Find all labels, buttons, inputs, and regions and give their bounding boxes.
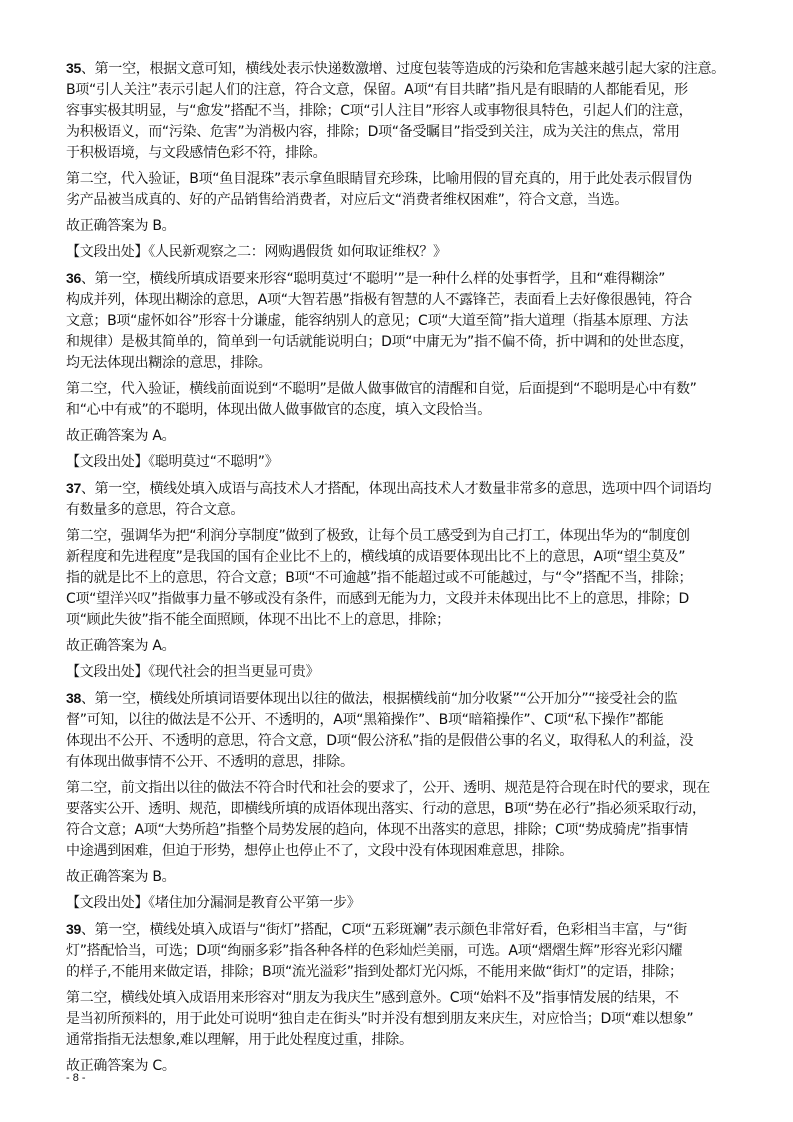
paragraph [66, 1056, 736, 1077]
paragraph [66, 169, 736, 211]
text-line: 有体现出做事情不公开、不透明的意思，排除。 [66, 754, 354, 770]
question-first-line [66, 478, 736, 500]
text-line: 是当初所预料的，用于此处可说明“独自走在街头”时并没有想到朋友来庆生，对应恰当；D项“难以想象” [66, 1011, 694, 1027]
paragraph [66, 988, 736, 1051]
text-line: 为积极语义，而“污染、危害”为消极内容，排除；D项“备受瞩目”指受到关注，成为关注的焦点，常用 [66, 124, 680, 140]
paragraph [66, 867, 736, 888]
paragraph [66, 58, 736, 164]
text-line: 【文段出处】《现代社会的担当更显可贵》 [66, 664, 320, 680]
text-line: 、第一空，横线处所填词语要体现出以往的做法，根据横线前“加分收紧”“公开加分”“接受社会的监 [80, 691, 678, 707]
text-line: 构成并列，体现出糊涂的意思，A项“大智若愚”指极有智慧的人不露锋芒，表面看上去好像很愚钝，符合 [66, 292, 692, 308]
text-line: 要落实公开、透明、规范，即横线所填的成语体现出落实、行动的意思，B项“势在必行”指必须采取行动， [66, 801, 706, 817]
question-number: 36 [66, 270, 81, 286]
question-number: 38 [66, 690, 81, 706]
text-line: 第二空，代入验证，横线前面说到“不聪明”是做人做事做官的清醒和自觉，后面提到“不聪明是心中有数” [66, 381, 697, 397]
answer-section-35 [66, 58, 736, 263]
text-line: 、第一空，横线所填成语要来形容“聪明莫过‘不聪明’”是一种什么样的处事哲学，且和“难得糊涂” [80, 271, 666, 287]
text-line: 第二空，强调华为把“利润分享制度”做到了极致，让每个员工感受到为自己打工，体现出华为的“制度创 [66, 528, 690, 544]
text-line: 灯”搭配恰当，可选；D项“绚丽多彩”指各种各样的色彩灿烂美丽，可选。A项“熠熠生辉”形容光彩闪耀 [66, 943, 683, 959]
text-line: 【文段出处】《堵住加分漏洞是教育公平第一步》 [66, 895, 361, 911]
question-first-line [66, 58, 736, 80]
question-first-line [66, 919, 736, 941]
text-line: 的样子,不能用来做定语，排除；B项“流光溢彩”指到处都灯光闪烁，不能用来做“街灯”的定语，排除； [66, 964, 683, 980]
paragraph [66, 526, 736, 631]
text-line: 和规律）是极其简单的，简单到一句话就能说明白；D项“中庸无为”指不偏不倚，折中调和的处世态度， [66, 334, 694, 350]
text-line: 故正确答案为 B。 [66, 218, 176, 234]
text-line: 容事实极其明显，与“愈发”搭配不当，排除；C项“引人注目”形容人或事物很具特色，引起人们的注意， [66, 103, 693, 119]
text-line: 故正确答案为 A。 [66, 638, 176, 654]
text-line: 通常指指无法想象,难以理解，用于此处程度过重，排除。 [66, 1032, 413, 1048]
text-line: 【文段出处】《聪明莫过“不聪明”》 [66, 454, 279, 470]
question-number: 35 [66, 60, 81, 76]
paragraph [66, 452, 736, 473]
text-line: 督”可知，以往的做法是不公开、不透明的，A项“黑箱操作”、B项“暗箱操作”、C项“私下操作”都能 [66, 712, 664, 728]
text-line: 指的就是比不上的意思，符合文意；B项“不可逾越”指不能超过或不可能越过，与“令”搭配不当，排除； [66, 570, 693, 586]
text-line: 第二空，代入验证，B项“鱼目混珠”表示拿鱼眼睛冒充珍珠，比喻用假的冒充真的，用于此处表示假冒伪 [66, 171, 693, 187]
text-line: 、第一空，根据文意可知，横线处表示快递数激增、过度包装等造成的污染和危害越来越引起大家的注意。 [80, 61, 725, 77]
text-line: 文意；B项“虚怀如谷”形容十分谦虚，能容纳别人的意见；C项“大道至简”指大道理（指基本原理、方法 [66, 313, 688, 329]
text-line: 中途遇到困难，但迫于形势，想停止也停止不了，文段中没有体现困难意思，排除。 [66, 843, 573, 859]
paragraph [66, 778, 736, 862]
text-line: 新程度和先进程度”是我国的国有企业比不上的，横线填的成语要体现出比不上的意思，A项“望尘莫及” [66, 549, 686, 565]
text-line: 有数量多的意思，符合文意。 [66, 502, 245, 518]
paragraph [66, 893, 736, 914]
text-line: 第二空，横线处填入成语用来形容对“朋友为我庆生”感到意外。C项“始料不及”指事情发展的结果，不 [66, 990, 679, 1006]
text-line: 第二空，前文指出以往的做法不符合时代和社会的要求了，公开、透明、规范是符合现在时代的要求，现在 [66, 780, 710, 796]
paragraph [66, 379, 736, 421]
text-line: 项“顾此失彼”指不能全面照顾，体现不出比不上的意思，排除； [66, 612, 450, 628]
text-line: 故正确答案为 B。 [66, 869, 176, 885]
text-line: B项“引人关注”表示引起人们的注意，符合文意，保留。A项“有目共睹”指凡是有眼睛的人都能看见，形 [66, 82, 688, 98]
paragraph [66, 662, 736, 683]
paragraph [66, 688, 736, 773]
text-line: 均无法体现出糊涂的意思，排除。 [66, 355, 272, 371]
paragraph [66, 216, 736, 237]
answer-section-38 [66, 688, 736, 914]
paragraph [66, 268, 736, 374]
paragraph [66, 478, 736, 521]
question-number: 37 [66, 480, 81, 496]
question-first-line [66, 268, 736, 290]
question-number: 39 [66, 921, 81, 937]
text-line: 于积极语境，与文段感情色彩不符，排除。 [66, 145, 327, 161]
text-line: 、第一空，横线处填入成语与“街灯”搭配，C项“五彩斑斓”表示颜色非常好看，色彩相当丰富，与“街 [80, 922, 687, 938]
text-line: 故正确答案为 C。 [66, 1058, 176, 1074]
text-line: 符合文意；A项“大势所趋”指整个局势发展的趋向，体现不出落实的意思，排除；C项“势成骑虎”指事情 [66, 822, 688, 838]
page-number: - 8 - [66, 1072, 86, 1084]
text-line: 、第一空，横线处填入成语与高技术人才搭配，体现出高技术人才数量非常多的意思，选项中四个词语均 [80, 481, 712, 497]
text-line: 【文段出处】《人民新观察之二：网购遇假货 如何取证维权？》 [66, 244, 447, 260]
text-line: 体现出不公开、不透明的意思，符合文意，D项“假公济私”指的是假借公事的名义，取得私人的利益，没 [66, 733, 694, 749]
paragraph [66, 242, 736, 263]
answer-section-36 [66, 268, 736, 473]
paragraph [66, 919, 736, 983]
answer-section-39 [66, 919, 736, 1077]
text-line: 劣产品被当成真的、好的产品销售给消费者，对应后文“消费者维权困难”，符合文意，当选。 [66, 192, 628, 208]
text-line: 和“心中有戒”的不聪明，体现出做人做事做官的态度，填入文段恰当。 [66, 402, 491, 418]
document-body [66, 58, 736, 1082]
paragraph [66, 636, 736, 657]
text-line: 故正确答案为 A。 [66, 428, 176, 444]
answer-section-37 [66, 478, 736, 683]
question-first-line [66, 688, 736, 710]
paragraph [66, 426, 736, 447]
text-line: C项“望洋兴叹”指做事力量不够或没有条件，而感到无能为力，文段并未体现出比不上的意思，排除；D [66, 591, 689, 607]
